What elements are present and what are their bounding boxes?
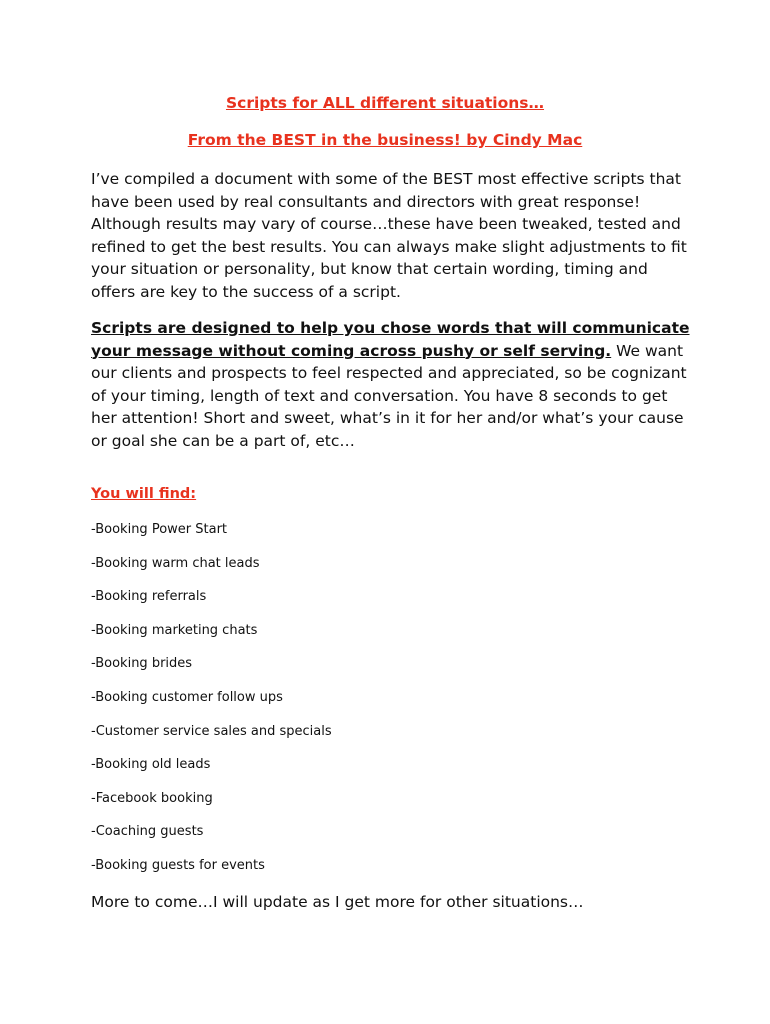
closing-line: More to come…I will update as I get more for other situations… [91, 893, 584, 911]
list-item: -Customer service sales and specials [91, 723, 332, 739]
list-item: -Coaching guests [91, 824, 204, 840]
intro-paragraph: I’ve compiled a document with some of the BEST most effective scripts that have been used by real consultants and directors with great response! Although results may vary of course…these have been tweaked, tested and refined to get the best results. You can always make slight adjustments to fit your situation or personality, but know that certain wording, timing and offers are key to the success of a script. [91, 170, 687, 301]
section-heading: You will find: [91, 486, 197, 502]
list-item: -Booking referrals [91, 589, 207, 605]
document-subtitle: From the BEST in the business! by Cindy Mac [187, 131, 583, 149]
document-title: Scripts for ALL different situations… [225, 94, 545, 112]
emphasis-sentence: Scripts are designed to help you chose words that will communicate your message without coming across pushy or self serving. [91, 319, 690, 360]
scripts-purpose-paragraph [91, 317, 691, 452]
list-item: -Facebook booking [91, 790, 213, 806]
script-list [91, 521, 332, 891]
list-item: -Booking Power Start [91, 522, 228, 537]
list-item: -Booking warm chat leads [91, 555, 260, 571]
list-item: -Booking marketing chats [91, 622, 258, 638]
list-item: -Booking brides [91, 656, 193, 672]
list-item: -Booking customer follow ups [91, 689, 283, 705]
emphasis-followup: We want our clients and prospects to feel respected and appreciated, so be cognizant of your timing, length of text and conversation. You have 8 seconds to get her attention! Short and sweet, what’s in it for her and/or what’s your cause or goal she can be a part of, etc… [91, 341, 687, 450]
list-item: -Booking guests for events [91, 857, 265, 873]
list-item: -Booking old leads [91, 757, 211, 773]
